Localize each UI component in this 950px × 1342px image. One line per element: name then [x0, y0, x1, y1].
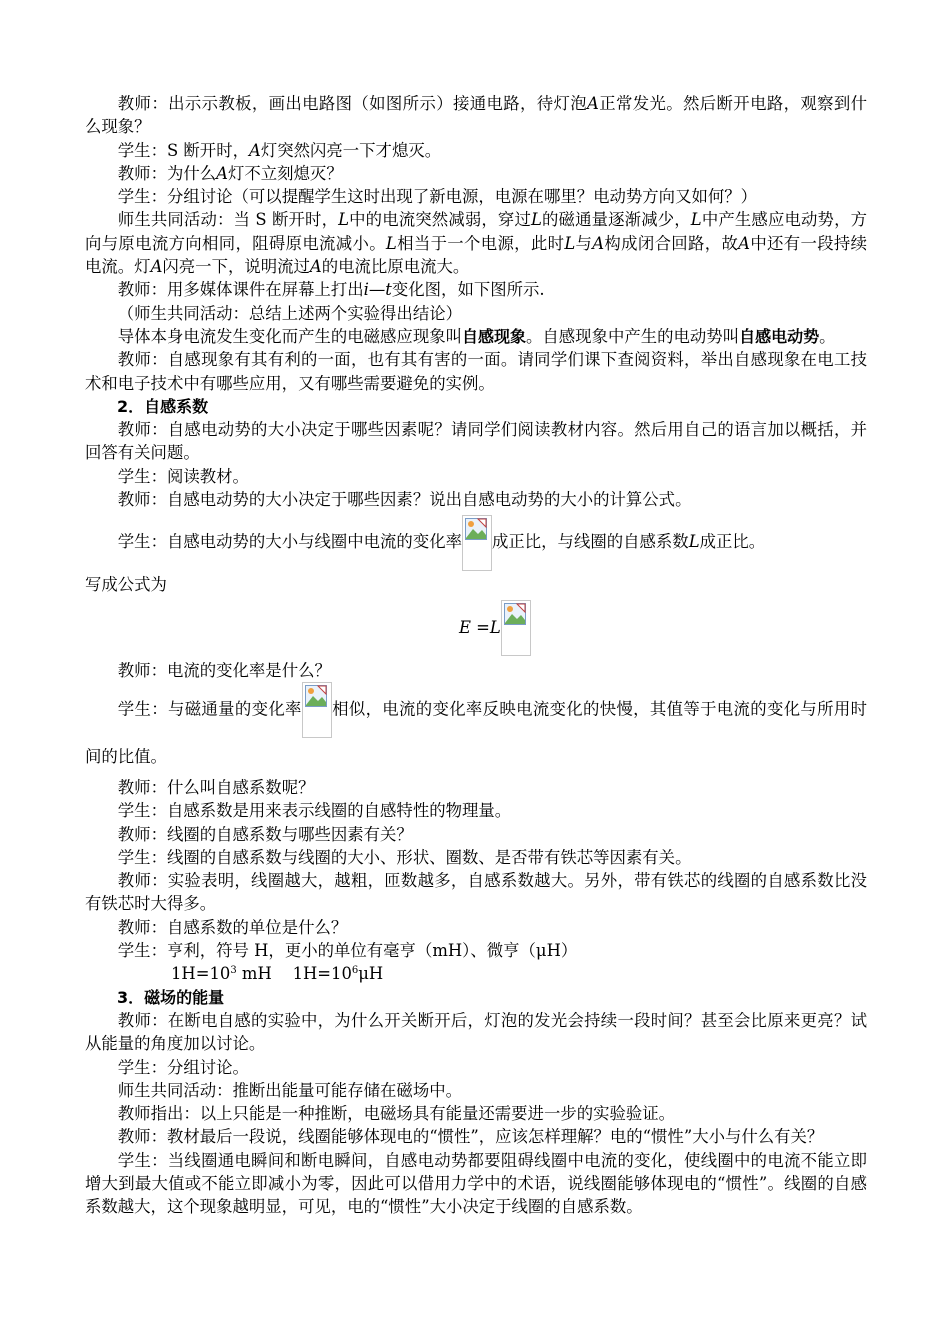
paragraph: 学生：亨利，符号 H，更小的单位有毫亨（mH）、微亨（μH） — [117, 941, 578, 961]
paragraph — [85, 139, 867, 162]
text: 相当于一个电源，此时 — [396, 233, 565, 253]
text: 与 — [575, 233, 593, 253]
paragraph: 教师：自感系数的单位是什么？ — [117, 917, 348, 937]
paragraph: 学生：阅读教材。 — [117, 466, 249, 486]
text: 变化图，如下图所示. — [391, 280, 545, 300]
symbol: L — [690, 210, 702, 230]
formula-text: E =L — [459, 617, 501, 637]
symbol: i—t — [363, 280, 392, 300]
paragraph: 教师：什么叫自感系数呢？ — [117, 777, 315, 797]
paragraph: 教师：自感电动势的大小决定于哪些因素？说出自感电动势的大小的计算公式。 — [117, 490, 692, 510]
text: 的电流比原电流大。 — [321, 257, 470, 277]
text: 学生：S 断开时， — [117, 140, 249, 160]
text: 1H=10 — [171, 964, 231, 984]
paragraph — [85, 511, 867, 573]
document-page — [85, 92, 867, 1219]
symbol: A — [216, 163, 228, 183]
text: mH 1H=10 — [236, 964, 352, 984]
text: 成正比。 — [699, 532, 766, 552]
paragraph: 教师：电流的变化率是什么？ — [117, 660, 331, 680]
paragraph — [85, 92, 867, 139]
text: 。 — [819, 326, 836, 346]
symbol: A — [150, 257, 163, 277]
formula — [85, 597, 867, 659]
text: 闪亮一下，说明流过 — [162, 257, 310, 277]
paragraph: 教师指出：以上只能是一种推断，电磁场具有能量还需要进一步的实验验证。 — [117, 1104, 676, 1124]
paragraph: 教师：自感现象有其有利的一面，也有其有害的一面。请同学们课下查阅资料，举出自感现象在电工技术和电子技术中有哪些应用，又有哪些需要避免的实例。 — [85, 350, 867, 393]
broken-image-icon — [302, 682, 332, 738]
paragraph: 学生：当线圈通电瞬间和断电瞬间，自感电动势都要阻碍线圈中电流的变化，使线圈中的电流不能立即增大到最大值或不能立即减小为零，因此可以借用力学中的术语，说线圈能够体现电的“惯性”。线圈的自感系数越大，这个现象越明显，可见，电的“惯性”大小决定于线圈的自感系数。 — [85, 1150, 867, 1217]
paragraph — [85, 208, 867, 278]
symbol: A — [309, 257, 322, 277]
text: 教师：出示示教板，画出电路图（如图所示）接通电路，待灯泡 — [117, 94, 588, 113]
text: 师生共同活动：当 S 断开时， — [117, 210, 339, 230]
text: 灯不立刻熄灭？ — [227, 163, 343, 183]
text: 相似，电流的变化率反映电流变化的快慢，其值等于电流的变化与所用时间的比值。 — [85, 699, 868, 766]
text: 。自感现象中产生的电动势叫 — [526, 326, 740, 346]
broken-image-icon — [501, 600, 531, 656]
symbol: A — [592, 233, 605, 253]
symbol: A — [248, 140, 261, 160]
text: 学生：与磁通量的变化率 — [117, 699, 302, 719]
symbol: L — [564, 233, 576, 253]
text: 成正比，与线圈的自感系数 — [492, 532, 689, 552]
symbol: L — [688, 532, 700, 552]
paragraph: 教师：教材最后一段说，线圈能够体现电的“惯性”，应该怎样理解？电的“惯性”大小与什么有关？ — [117, 1127, 824, 1147]
text: 教师：为什么 — [117, 163, 217, 183]
paragraph: 学生：自感系数是用来表示线圈的自感特性的物理量。 — [117, 801, 512, 821]
text: 正常发光。然后断开电路，观察到什么现象？ — [85, 94, 868, 137]
paragraph — [85, 325, 867, 348]
text: 构成闭合回路，故 — [604, 233, 739, 253]
text: 的磁通量逐渐减少， — [541, 210, 691, 230]
section-heading: 2．自感系数 — [117, 396, 209, 416]
symbol: L — [385, 233, 397, 253]
paragraph: 学生：分组讨论。 — [117, 1057, 249, 1077]
paragraph — [85, 278, 867, 301]
text: 中还有一段持续电流。灯 — [85, 233, 868, 277]
text: 教师：用多媒体课件在屏幕上打出 — [117, 280, 364, 300]
text: 中的电流突然减弱，穿过 — [349, 210, 531, 230]
text: 灯突然闪亮一下才熄灭。 — [260, 140, 442, 160]
exponent: 3 — [230, 965, 237, 977]
paragraph: 教师：在断电自感的实验中，为什么开关断开后，灯泡的发光会持续一段时间？甚至会比原来更亮？试从能量的角度加以讨论。 — [85, 1010, 867, 1054]
paragraph: 学生：线圈的自感系数与线圈的大小、形状、圈数、是否带有铁芯等因素有关。 — [117, 847, 692, 867]
broken-image-icon — [462, 515, 492, 571]
paragraph: （师生共同活动：总结上述两个实验得出结论） — [117, 303, 462, 323]
paragraph: 师生共同活动：推断出能量可能存储在磁场中。 — [117, 1080, 462, 1100]
keyword: 自感现象 — [462, 326, 527, 346]
text: μH — [358, 964, 384, 984]
symbol: L — [338, 210, 349, 230]
symbol: L — [530, 210, 542, 230]
paragraph: 学生：分组讨论（可以提醒学生这时出现了新电源，电源在哪里？电动势方向又如何？） — [117, 187, 758, 207]
paragraph: 教师：自感电动势的大小决定于哪些因素呢？请同学们阅读教材内容。然后用自己的语言加以概括，并回答有关问题。 — [85, 420, 867, 463]
paragraph — [85, 162, 867, 185]
text: 导体本身电流发生变化而产生的电磁感应现象叫 — [117, 326, 462, 346]
paragraph: 教师：实验表明，线圈越大，越粗，匝数越多，自感系数越大。另外，带有铁芯的线圈的自感系数比没有铁芯时大得多。 — [85, 871, 867, 914]
exponent: 6 — [351, 965, 359, 977]
text: 中产生感应电动势，方向与原电流方向相同，阻碍原电流减小。 — [85, 210, 867, 253]
section-heading: 3．磁场的能量 — [117, 987, 225, 1007]
paragraph: 教师：线圈的自感系数与哪些因素有关？ — [117, 824, 413, 844]
text: 学生：自感电动势的大小与线圈中电流的变化率 — [117, 532, 462, 552]
keyword: 自感电动势 — [739, 326, 820, 346]
paragraph — [85, 682, 867, 776]
symbol: A — [738, 233, 751, 253]
unit-conversion — [85, 962, 867, 985]
paragraph: 写成公式为 — [85, 575, 167, 595]
symbol: A — [587, 94, 599, 113]
